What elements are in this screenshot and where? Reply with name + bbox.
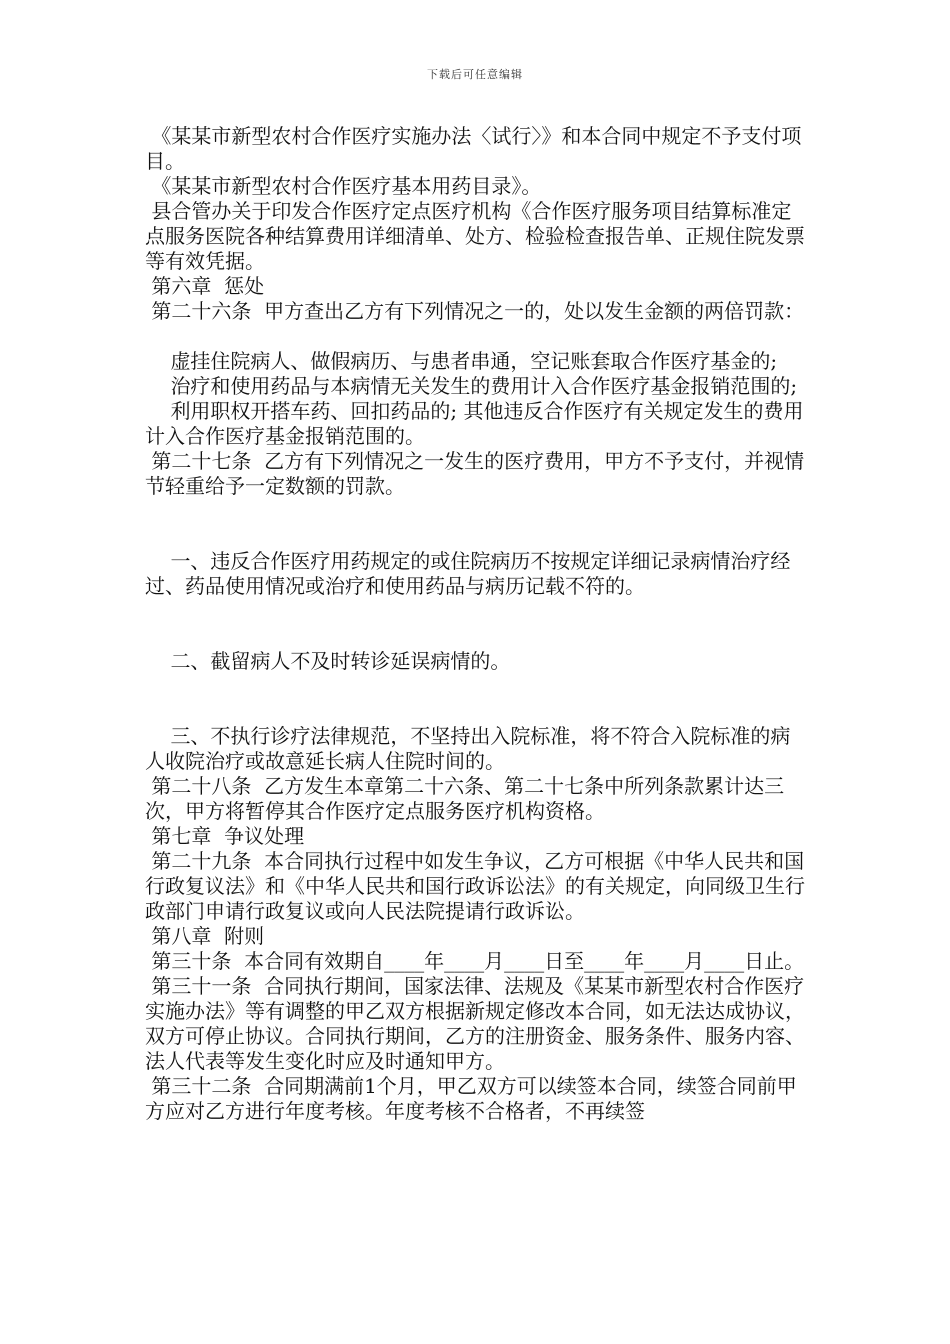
article-27-item-3: 三、不执行诊疗法律规范，不坚持出入院标准，将不符合入院标准的病人收院治疗或故意延长病人住院时间的。 [145, 724, 791, 773]
article-27: 第二十七条 乙方有下列情况之一发生的医疗费用，甲方不予支付，并视情节轻重给予一定数额的罚款。 [145, 449, 805, 498]
page-header-note: 下载后可任意编辑 [427, 68, 523, 81]
article-27-item-2: 二、截留病人不及时转诊延误病情的。 [145, 649, 511, 673]
article-29: 第二十九条 本合同执行过程中如发生争议，乙方可根据《中华人民共和国行政复议法》和《中华人民共和国行政诉讼法》的有关规定，向同级卫生行政部门申请行政复议或向人民法院提请行政诉讼。 [145, 849, 805, 923]
article-26-item-2: 治疗和使用药品与本病情无关发生的费用计入合作医疗基金报销范围的; [145, 374, 798, 398]
paragraph-exclusion-items: 《某某市新型农村合作医疗实施办法〈试行〉》和本合同中规定不予支付项目。 [145, 124, 802, 173]
spacer [145, 599, 805, 649]
article-26-item-1: 虚挂住院病人、做假病历、与患者串通，空记账套取合作医疗基金的; [145, 349, 778, 373]
article-31: 第三十一条 合同执行期间，国家法律、法规及《某某市新型农村合作医疗实施办法》等有调整的甲乙双方根据新规定修改本合同，如无法达成协议，双方可停止协议。合同执行期间，乙方的注册资金、服务条件、服务内容、法人代表等发生变化时应及时通知甲方。 [145, 974, 805, 1073]
article-30: 第三十条 本合同有效期自____年____月____日至____年____月____日止。 [145, 949, 805, 973]
chapter-heading-8: 第八章 附则 [145, 924, 265, 948]
chapter-heading-6: 第六章 惩处 [145, 274, 265, 298]
spacer [145, 324, 805, 349]
spacer [145, 674, 805, 724]
article-28: 第二十八条 乙方发生本章第二十六条、第二十七条中所列条款累计达三次，甲方将暂停其合作医疗定点服务医疗机构资格。 [145, 774, 785, 823]
chapter-heading-7: 第七章 争议处理 [145, 824, 305, 848]
article-27-item-1: 一、违反合作医疗用药规定的或住院病历不按规定详细记录病情治疗经过、药品使用情况或治疗和使用药品与病历记载不符的。 [145, 549, 791, 598]
spacer [145, 499, 805, 549]
article-32: 第三十二条 合同期满前1个月，甲乙双方可以续签本合同，续签合同前甲方应对乙方进行年度考核。年度考核不合格者，不再续签 [145, 1074, 797, 1123]
article-26-item-3: 利用职权开搭车药、回扣药品的; 其他违反合作医疗有关规定发生的费用计入合作医疗基金报销范围的。 [145, 399, 804, 448]
paragraph-drug-catalog: 《某某市新型农村合作医疗基本用药目录》。 [145, 174, 542, 198]
paragraph-settlement-documents: 县合管办关于印发合作医疗定点医疗机构《合作医疗服务项目结算标准定点服务医院各种结算费用详细清单、处方、检验检查报告单、正规住院发票等有效凭据。 [145, 199, 805, 273]
document-body [145, 124, 805, 1124]
article-26: 第二十六条 甲方查出乙方有下列情况之一的，处以发生金额的两倍罚款： [145, 299, 805, 323]
